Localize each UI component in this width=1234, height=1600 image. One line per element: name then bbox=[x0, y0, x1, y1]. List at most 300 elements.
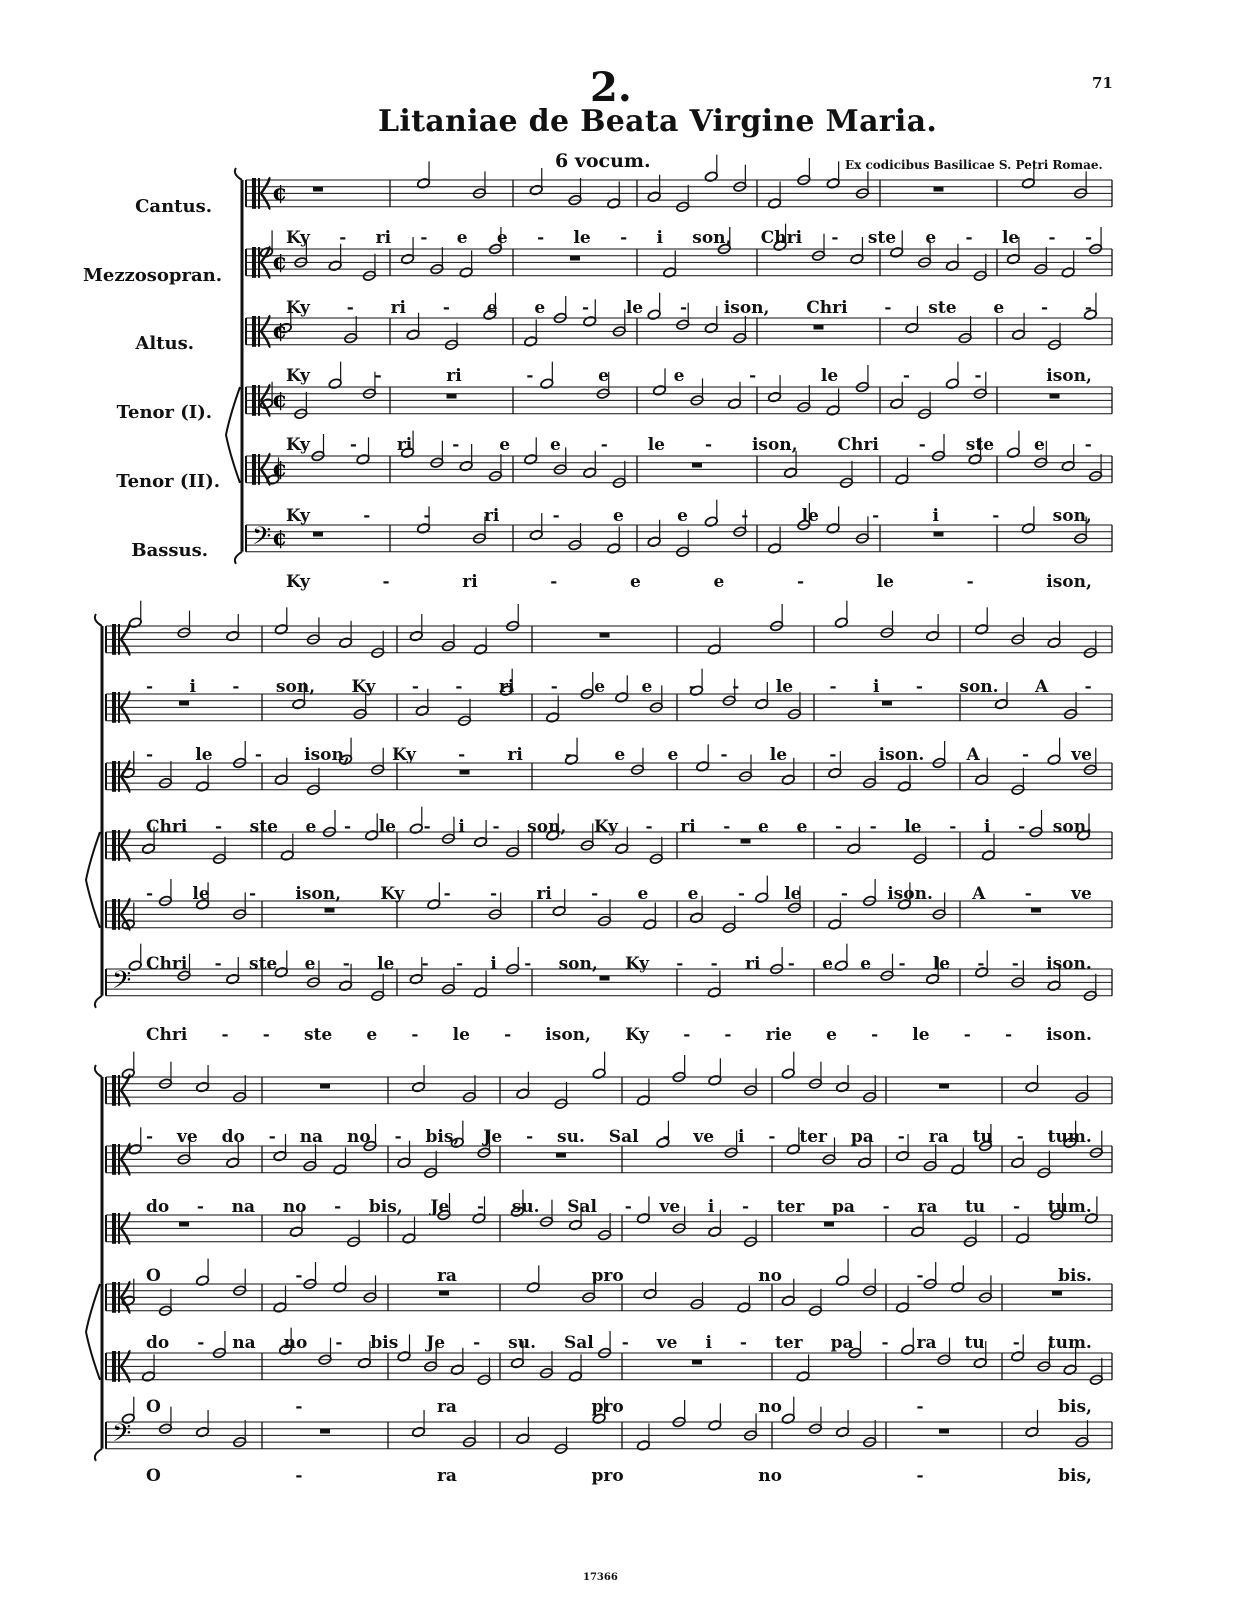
lyric-syllable: ter bbox=[799, 1127, 827, 1147]
lyric-syllable: le bbox=[784, 884, 802, 904]
c-clef-bar bbox=[252, 385, 256, 416]
syllable-hyphen: - bbox=[221, 1025, 229, 1045]
lyric-syllable: le bbox=[769, 745, 788, 765]
cut-time-sign: ¢ bbox=[272, 387, 288, 414]
syllable-hyphen: - bbox=[723, 817, 731, 837]
syllable-hyphen: - bbox=[768, 1127, 776, 1147]
lyric-syllable: bis, bbox=[425, 1127, 460, 1147]
c-clef-bar bbox=[118, 761, 120, 792]
lyric-syllable: ra bbox=[928, 1127, 949, 1147]
syllable-hyphen: - bbox=[918, 435, 926, 455]
syllable-hyphen: - bbox=[374, 366, 382, 386]
lyric-syllable: Ky bbox=[286, 228, 310, 248]
c-clef-bar bbox=[112, 1213, 116, 1244]
syllable-hyphen: - bbox=[442, 298, 450, 318]
c-clef-bar bbox=[258, 178, 260, 209]
lyric-syllable: O bbox=[146, 1397, 161, 1417]
lyric-syllable: le bbox=[820, 366, 839, 386]
lyric-syllable: su. bbox=[511, 1197, 540, 1217]
syllable-hyphen: - bbox=[421, 954, 429, 974]
whole-rest bbox=[939, 1084, 949, 1089]
lyrics-line bbox=[286, 366, 1092, 386]
lyric-syllable: le bbox=[192, 884, 210, 904]
lyric-syllable: do bbox=[146, 1197, 170, 1217]
lyric-syllable: le bbox=[195, 745, 213, 765]
lyric-syllable: e bbox=[826, 1025, 837, 1045]
syllable-hyphen: - bbox=[966, 572, 974, 592]
lyric-syllable: ri bbox=[507, 745, 523, 765]
cut-time-sign: ¢ bbox=[272, 318, 288, 345]
voice-count-subtitle: 6 vocum. bbox=[555, 150, 651, 172]
syllable-hyphen: - bbox=[1084, 298, 1092, 318]
lyric-syllable: e bbox=[673, 366, 685, 386]
lyric-syllable: Ky bbox=[392, 745, 416, 765]
lyric-syllable: le bbox=[904, 817, 922, 837]
lyric-syllable: i bbox=[983, 817, 991, 837]
lyric-syllable: e bbox=[758, 817, 769, 837]
syllable-hyphen: - bbox=[710, 954, 718, 974]
syllable-hyphen: - bbox=[334, 1197, 342, 1217]
syllable-hyphen: - bbox=[737, 884, 745, 904]
lyric-syllable: ve bbox=[176, 1127, 198, 1147]
lyric-syllable: no bbox=[282, 1197, 307, 1217]
lyric-syllable: le bbox=[573, 228, 591, 248]
c-clef-bar bbox=[118, 1213, 120, 1244]
lyric-syllable: Sal bbox=[608, 1127, 639, 1147]
syllable-hyphen: - bbox=[1084, 435, 1092, 455]
lyric-syllable: ste bbox=[928, 298, 957, 318]
lyric-syllable: son, bbox=[1052, 506, 1092, 526]
lyrics-line bbox=[286, 572, 1092, 592]
lyric-syllable: O bbox=[146, 1466, 161, 1486]
lyric-syllable: su. bbox=[508, 1333, 537, 1353]
lyrics-line bbox=[286, 228, 1092, 248]
syllable-hyphen: - bbox=[526, 1127, 534, 1147]
lyric-syllable: O bbox=[146, 1266, 161, 1286]
lyric-syllable: ra bbox=[916, 1333, 937, 1353]
bass-clef: 𝄢 bbox=[112, 1418, 132, 1454]
lyric-syllable: tu bbox=[972, 1127, 993, 1147]
lyric-syllable: i bbox=[932, 506, 939, 526]
lyric-syllable: ve bbox=[659, 1197, 681, 1217]
whole-rest bbox=[325, 908, 335, 913]
lyric-syllable: le bbox=[932, 954, 951, 974]
lyric-syllable: pa bbox=[832, 1197, 855, 1217]
c-clef-bar bbox=[258, 247, 260, 278]
lyric-syllable: ste bbox=[249, 817, 278, 837]
syllable-hyphen: - bbox=[1024, 884, 1032, 904]
lyric-syllable: e bbox=[667, 745, 679, 765]
syllable-hyphen: - bbox=[455, 677, 463, 697]
lyric-syllable: le bbox=[912, 1025, 930, 1045]
lyrics-line bbox=[146, 817, 1092, 837]
lyrics-line bbox=[146, 1197, 1092, 1217]
piece-number: 2. bbox=[590, 64, 632, 111]
syllable-hyphen: - bbox=[1012, 1197, 1021, 1217]
lyrics-line bbox=[146, 1397, 1092, 1417]
syllable-hyphen: - bbox=[787, 954, 795, 974]
syllable-hyphen: - bbox=[339, 228, 347, 248]
lyric-syllable: le bbox=[647, 435, 665, 455]
syllable-hyphen: - bbox=[720, 745, 728, 765]
lyrics-line bbox=[286, 298, 1092, 318]
syllable-hyphen: - bbox=[394, 1127, 402, 1147]
lyric-syllable: Ky bbox=[286, 572, 310, 592]
lyric-syllable: Ky bbox=[625, 1025, 650, 1045]
lyric-syllable: e bbox=[366, 1025, 378, 1045]
lyric-syllable: Ky bbox=[286, 435, 310, 455]
page-title: Litaniae de Beata Virgine Maria. bbox=[378, 104, 938, 139]
syllable-hyphen: - bbox=[526, 366, 534, 386]
lyric-syllable: ri bbox=[390, 298, 406, 318]
lyric-syllable: Je bbox=[426, 1333, 446, 1353]
syllable-hyphen: - bbox=[295, 1466, 303, 1486]
lyric-syllable: ve bbox=[656, 1333, 678, 1353]
syllable-hyphen: - bbox=[741, 506, 749, 526]
lyric-syllable: do bbox=[146, 1333, 170, 1353]
syllable-hyphen: - bbox=[1021, 745, 1029, 765]
lyric-syllable: le bbox=[378, 817, 396, 837]
syllable-hyphen: - bbox=[829, 677, 837, 697]
c-clef-bar bbox=[112, 1144, 116, 1175]
lyric-syllable: e bbox=[304, 954, 316, 974]
c-clef-bar bbox=[112, 624, 116, 655]
whole-rest bbox=[934, 532, 944, 537]
c-clef-bar bbox=[252, 247, 256, 278]
lyrics-line bbox=[286, 435, 1092, 455]
c-clef-bar bbox=[112, 1351, 116, 1382]
lyrics-line bbox=[286, 506, 1092, 526]
lyric-syllable: e bbox=[993, 298, 1005, 318]
lyric-syllable: ri bbox=[536, 884, 552, 904]
lyric-syllable: ison. bbox=[887, 884, 933, 904]
lyric-syllable: ison, bbox=[295, 884, 342, 904]
syllable-hyphen: - bbox=[1084, 677, 1092, 697]
syllable-hyphen: - bbox=[504, 1025, 512, 1045]
syllable-hyphen: - bbox=[916, 1466, 924, 1486]
bracket-hook-top bbox=[95, 614, 102, 626]
syllable-hyphen: - bbox=[423, 817, 431, 837]
c-clef-bar bbox=[118, 1075, 120, 1106]
syllable-hyphen: - bbox=[146, 884, 154, 904]
lyric-syllable: A bbox=[972, 884, 986, 904]
syllable-hyphen: - bbox=[423, 506, 431, 526]
lyric-syllable: ra bbox=[436, 1397, 457, 1417]
lyric-syllable: Je bbox=[483, 1127, 503, 1147]
syllable-hyphen: - bbox=[197, 1333, 205, 1353]
syllable-hyphen: - bbox=[1012, 1333, 1020, 1353]
syllable-hyphen: - bbox=[452, 435, 460, 455]
lyric-syllable: le bbox=[775, 677, 794, 697]
syllable-hyphen: - bbox=[1016, 1127, 1024, 1147]
lyric-syllable: pro bbox=[591, 1397, 624, 1417]
whole-rest bbox=[1052, 1291, 1062, 1296]
lyric-syllable: ste bbox=[965, 435, 995, 455]
syllable-hyphen: - bbox=[420, 228, 428, 248]
lyric-syllable: no bbox=[346, 1127, 371, 1147]
whole-rest bbox=[600, 633, 610, 638]
syllable-hyphen: - bbox=[552, 506, 560, 526]
lyric-syllable: son, bbox=[692, 228, 732, 248]
lyric-syllable: ison. bbox=[1046, 954, 1092, 974]
whole-rest bbox=[320, 1084, 330, 1089]
syllable-hyphen: - bbox=[581, 298, 590, 318]
lyric-syllable: e bbox=[677, 506, 688, 526]
syllable-hyphen: - bbox=[992, 506, 1000, 526]
lyric-syllable: Ky bbox=[625, 954, 649, 974]
whole-rest bbox=[447, 394, 457, 399]
lyric-syllable: e bbox=[637, 884, 649, 904]
lyric-syllable: e bbox=[687, 884, 699, 904]
voice-label-bassus: Bassus. bbox=[131, 540, 208, 561]
whole-rest bbox=[320, 1429, 330, 1434]
lyric-syllable: son. bbox=[1052, 817, 1092, 837]
syllable-hyphen: - bbox=[146, 1127, 154, 1147]
syllable-hyphen: - bbox=[645, 817, 653, 837]
lyric-syllable: Ky bbox=[286, 298, 310, 318]
bracket-hook-top bbox=[235, 168, 242, 180]
syllable-hyphen: - bbox=[349, 435, 357, 455]
whole-rest bbox=[1050, 394, 1060, 399]
lyric-syllable: i bbox=[189, 677, 196, 697]
tenor-brace bbox=[86, 1284, 100, 1380]
lyric-syllable: ison, bbox=[304, 745, 350, 765]
lyric-syllable: e bbox=[612, 506, 624, 526]
lyric-syllable: Ky bbox=[286, 366, 310, 386]
c-clef-bar bbox=[118, 692, 120, 723]
lyric-syllable: A bbox=[966, 745, 980, 765]
c-clef-bar bbox=[118, 830, 120, 861]
lyric-syllable: e bbox=[630, 572, 641, 592]
lyric-syllable: ison. bbox=[878, 745, 925, 765]
lyric-syllable: bis, bbox=[1058, 1466, 1092, 1486]
c-clef-bar bbox=[118, 1144, 120, 1175]
lyric-syllable: rie bbox=[765, 1025, 792, 1045]
syllable-hyphen: - bbox=[871, 1025, 879, 1045]
whole-rest bbox=[814, 325, 824, 330]
syllable-hyphen: - bbox=[458, 745, 466, 765]
lyric-syllable: tu bbox=[964, 1333, 985, 1353]
whole-rest bbox=[313, 187, 323, 192]
bracket-hook-top bbox=[95, 1065, 102, 1077]
c-clef-bar bbox=[112, 1075, 116, 1106]
lyric-syllable: Chri bbox=[837, 435, 879, 455]
syllable-hyphen: - bbox=[679, 298, 687, 318]
syllable-hyphen: - bbox=[342, 954, 350, 974]
lyric-syllable: e bbox=[594, 677, 606, 697]
c-clef-bar bbox=[258, 316, 260, 347]
syllable-hyphen: - bbox=[262, 1025, 270, 1045]
lyric-syllable: pa bbox=[850, 1127, 874, 1147]
syllable-hyphen: - bbox=[704, 435, 712, 455]
lyric-syllable: e bbox=[499, 435, 511, 455]
lyric-syllable: ri bbox=[462, 572, 478, 592]
lyric-syllable: na bbox=[299, 1127, 324, 1147]
lyrics-line bbox=[146, 1127, 1092, 1147]
lyrics-line bbox=[146, 1266, 1092, 1286]
syllable-hyphen: - bbox=[443, 884, 451, 904]
lyric-syllable: ra bbox=[436, 1466, 457, 1486]
syllable-hyphen: - bbox=[683, 1025, 691, 1045]
syllable-hyphen: - bbox=[884, 298, 892, 318]
lyric-syllable: le bbox=[801, 506, 819, 526]
lyric-syllable: Chri bbox=[146, 1025, 188, 1045]
c-clef-bar bbox=[258, 385, 260, 416]
lyric-syllable: e bbox=[496, 228, 508, 248]
syllable-hyphen: - bbox=[550, 572, 558, 592]
lyric-syllable: ve bbox=[1071, 884, 1092, 904]
bracket-hook-bottom bbox=[235, 552, 242, 564]
lyric-syllable: pa bbox=[830, 1333, 854, 1353]
syllable-hyphen: - bbox=[456, 954, 464, 974]
lyric-syllable: Ky bbox=[286, 506, 310, 526]
lyric-syllable: e bbox=[713, 572, 725, 592]
lyric-syllable: i bbox=[707, 1197, 715, 1217]
c-clef-bar bbox=[118, 1282, 120, 1313]
syllable-hyphen: - bbox=[741, 1197, 750, 1217]
lyric-syllable: ste bbox=[249, 954, 278, 974]
syllable-hyphen: - bbox=[295, 1397, 303, 1417]
syllable-hyphen: - bbox=[476, 1197, 485, 1217]
tenor-brace bbox=[86, 832, 100, 928]
voice-label-cantus: Cantus. bbox=[135, 196, 212, 217]
lyric-syllable: le bbox=[377, 954, 395, 974]
syllable-hyphen: - bbox=[676, 954, 684, 974]
lyric-syllable: e bbox=[925, 228, 937, 248]
syllable-hyphen: - bbox=[473, 1333, 481, 1353]
lyric-syllable: e bbox=[305, 817, 317, 837]
lyrics-line bbox=[146, 884, 1092, 904]
cut-time-sign: ¢ bbox=[272, 525, 288, 552]
syllable-hyphen: - bbox=[1040, 298, 1049, 318]
whole-rest bbox=[570, 256, 580, 261]
syllable-hyphen: - bbox=[268, 1127, 276, 1147]
lyric-syllable: le bbox=[1001, 228, 1020, 248]
syllable-hyphen: - bbox=[621, 1333, 629, 1353]
lyric-syllable: tu bbox=[965, 1197, 986, 1217]
lyric-syllable: ri bbox=[396, 435, 413, 455]
lyrics-line bbox=[146, 954, 1092, 974]
c-clef-bar bbox=[118, 899, 120, 930]
lyric-syllable: e bbox=[549, 435, 561, 455]
syllable-hyphen: - bbox=[834, 817, 842, 837]
syllable-hyphen: - bbox=[1018, 817, 1026, 837]
syllable-hyphen: - bbox=[749, 366, 757, 386]
lyric-syllable: i bbox=[656, 228, 663, 248]
lyric-syllable: no bbox=[758, 1397, 782, 1417]
lyric-syllable: ri bbox=[745, 954, 761, 974]
lyric-syllable: no bbox=[758, 1466, 782, 1486]
lyric-syllable: do bbox=[221, 1127, 245, 1147]
plate-number: 17366 bbox=[583, 1572, 618, 1583]
lyric-syllable: i bbox=[458, 817, 465, 837]
lyric-syllable: le bbox=[452, 1025, 470, 1045]
voice-label-mezzosopran: Mezzosopran. bbox=[82, 265, 222, 286]
lyric-syllable: Ky bbox=[380, 884, 405, 904]
cut-time-sign: ¢ bbox=[272, 456, 288, 483]
c-clef-bar bbox=[112, 830, 116, 861]
lyric-syllable: pro bbox=[591, 1466, 624, 1486]
lyric-syllable: ra bbox=[917, 1197, 938, 1217]
lyric-syllable: ison, bbox=[1046, 572, 1092, 592]
syllable-hyphen: - bbox=[335, 1333, 343, 1353]
whole-rest bbox=[692, 1360, 702, 1365]
syllable-hyphen: - bbox=[688, 677, 696, 697]
lyric-syllable: son, bbox=[275, 677, 316, 697]
syllable-hyphen: - bbox=[295, 1266, 303, 1286]
lyric-syllable: Chri bbox=[760, 228, 803, 248]
syllable-hyphen: - bbox=[662, 1127, 670, 1147]
lyric-syllable: e bbox=[641, 677, 653, 697]
lyric-syllable: ison, bbox=[1046, 366, 1092, 386]
syllable-hyphen: - bbox=[489, 884, 498, 904]
syllable-hyphen: - bbox=[724, 1025, 732, 1045]
syllable-hyphen: - bbox=[872, 506, 880, 526]
lyric-syllable: e bbox=[796, 817, 808, 837]
lyric-syllable: ri bbox=[446, 366, 462, 386]
lyric-syllable: Chri bbox=[146, 817, 188, 837]
whole-rest bbox=[1031, 908, 1041, 913]
whole-rest bbox=[600, 976, 610, 981]
syllable-hyphen: - bbox=[146, 745, 154, 765]
lyric-syllable: son, bbox=[527, 817, 567, 837]
whole-rest bbox=[556, 1153, 566, 1158]
bass-clef: 𝄢 bbox=[112, 965, 132, 1001]
lyric-syllable: i bbox=[490, 954, 497, 974]
syllable-hyphen: - bbox=[232, 677, 240, 697]
lyric-syllable: A bbox=[1035, 677, 1049, 697]
syllable-hyphen: - bbox=[831, 228, 839, 248]
syllable-hyphen: - bbox=[214, 817, 223, 837]
voice-label-tenor-2: Tenor (II). bbox=[116, 471, 220, 492]
whole-rest bbox=[882, 701, 892, 706]
syllable-hyphen: - bbox=[249, 884, 257, 904]
syllable-hyphen: - bbox=[254, 745, 262, 765]
lyric-syllable: tum. bbox=[1047, 1127, 1092, 1147]
lyric-syllable: bis, bbox=[1058, 1397, 1092, 1417]
syllable-hyphen: - bbox=[146, 677, 154, 697]
lyrics-line bbox=[146, 1025, 1092, 1045]
lyric-syllable: i bbox=[738, 1127, 745, 1147]
lyric-syllable: no bbox=[758, 1266, 782, 1286]
syllable-hyphen: - bbox=[916, 1397, 924, 1417]
lyric-syllable: e bbox=[822, 954, 833, 974]
c-clef-bar bbox=[112, 1282, 116, 1313]
syllable-hyphen: - bbox=[974, 366, 982, 386]
syllable-hyphen: - bbox=[739, 1333, 747, 1353]
syllable-hyphen: - bbox=[898, 954, 906, 974]
syllable-hyphen: - bbox=[524, 954, 532, 974]
lyric-syllable: tum. bbox=[1047, 1197, 1092, 1217]
syllable-hyphen: - bbox=[411, 677, 419, 697]
syllable-hyphen: - bbox=[600, 435, 608, 455]
lyric-syllable: le bbox=[876, 572, 894, 592]
whole-rest bbox=[824, 1222, 834, 1227]
lyric-syllable: ve bbox=[1071, 745, 1092, 765]
lyric-syllable: na bbox=[232, 1333, 256, 1353]
lyric-syllable: Sal bbox=[567, 1197, 597, 1217]
syllable-hyphen: - bbox=[916, 1266, 924, 1286]
syllable-hyphen: - bbox=[902, 366, 910, 386]
syllable-hyphen: - bbox=[882, 1197, 890, 1217]
lyric-syllable: Chri bbox=[806, 298, 848, 318]
lyrics-line bbox=[146, 1333, 1092, 1353]
lyric-syllable: e bbox=[456, 228, 468, 248]
syllable-hyphen: - bbox=[1084, 228, 1092, 248]
lyric-syllable: son, bbox=[558, 954, 598, 974]
syllable-hyphen: - bbox=[1048, 228, 1056, 248]
lyric-syllable: bis, bbox=[368, 1197, 403, 1217]
